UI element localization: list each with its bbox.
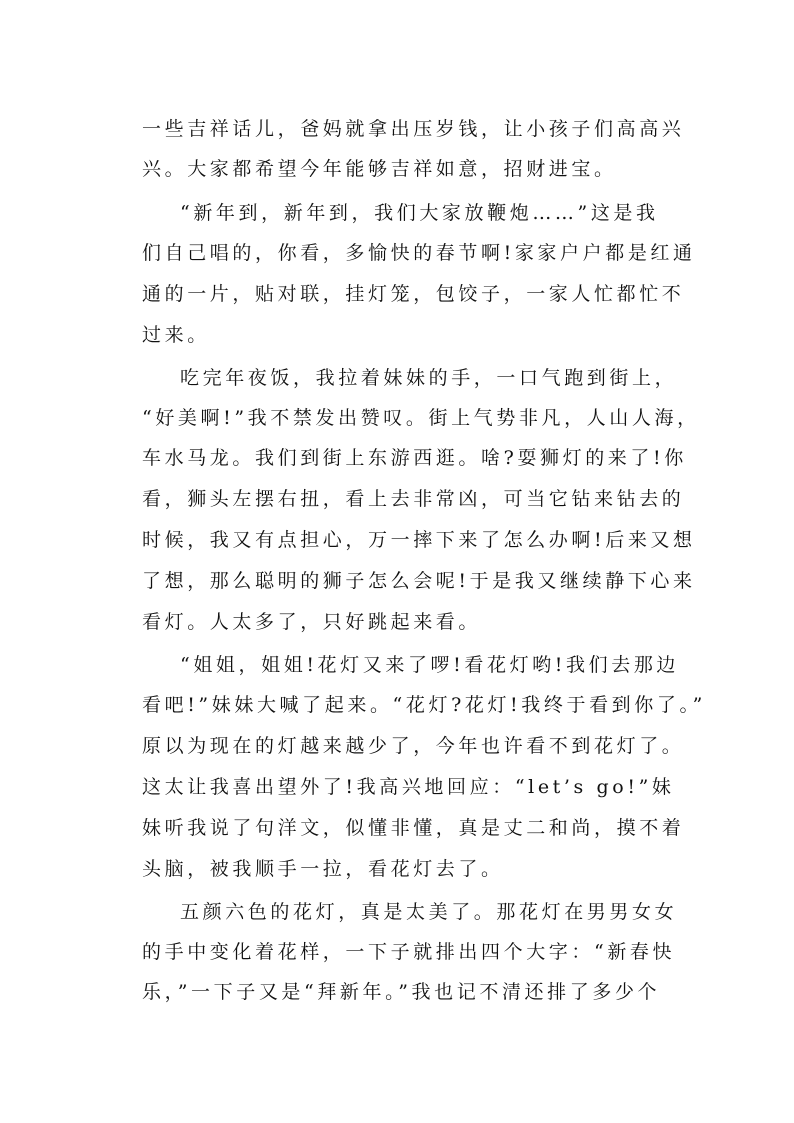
text-line: 们自己唱的，你看，多愉快的春节啊!家家户户都是红通 [142,242,696,264]
text-line: 看，狮头左摆右扭，看上去非常凶，可当它钻来钻去的 [142,488,685,510]
text-line: 通的一片，贴对联，挂灯笼，包饺子，一家人忙都忙不 [142,283,685,305]
text-line: 的手中变化着花样，一下子就排出四个大字：“新春快 [142,941,676,963]
text-line: 一些吉祥话儿，爸妈就拿出压岁钱，让小孩子们高高兴 [142,118,685,140]
text-line: 时候，我又有点担心，万一摔下来了怎么办啊!后来又想 [142,529,696,551]
text-line: 五颜六色的花灯，真是太美了。那花灯在男男女女 [180,901,678,923]
text-line: 乐，”一下子又是“拜新年。”我也记不清还排了多少个 [142,981,661,1003]
text-line: 原以为现在的灯越来越少了，今年也许看不到花灯了。 [142,735,685,757]
text-line: 车水马龙。我们到街上东游西逛。啥?耍狮灯的来了!你 [142,447,687,469]
text-line: “好美啊!”我不禁发出赞叹。街上气势非凡，人山人海， [142,407,700,429]
text-line: 过来。 [142,324,210,346]
text-line: 吃完年夜饭，我拉着妹妹的手，一口气跑到街上， [180,367,678,389]
text-line: 这太让我喜出望外了!我高兴地回应：“let’s go!”妹 [142,776,675,798]
text-line: 头脑，被我顺手一拉，看花灯去了。 [142,858,504,880]
text-line: 看灯。人太多了，只好跳起来看。 [142,611,482,633]
text-line: 妹听我说了句洋文，似懂非懂，真是丈二和尚，摸不着 [142,817,685,839]
text-line: 兴。大家都希望今年能够吉祥如意，招财进宝。 [142,158,617,180]
text-line: 了想，那么聪明的狮子怎么会呢!于是我又继续静下心来 [142,570,696,592]
text-line: “新年到，新年到，我们大家放鞭炮……”这是我 [180,202,659,224]
text-line: 看吧!”妹妹大喊了起来。“花灯?花灯!我终于看到你了。” [142,694,706,716]
text-line: “姐姐，姐姐!花灯又来了啰!看花灯哟!我们去那边 [180,654,680,676]
